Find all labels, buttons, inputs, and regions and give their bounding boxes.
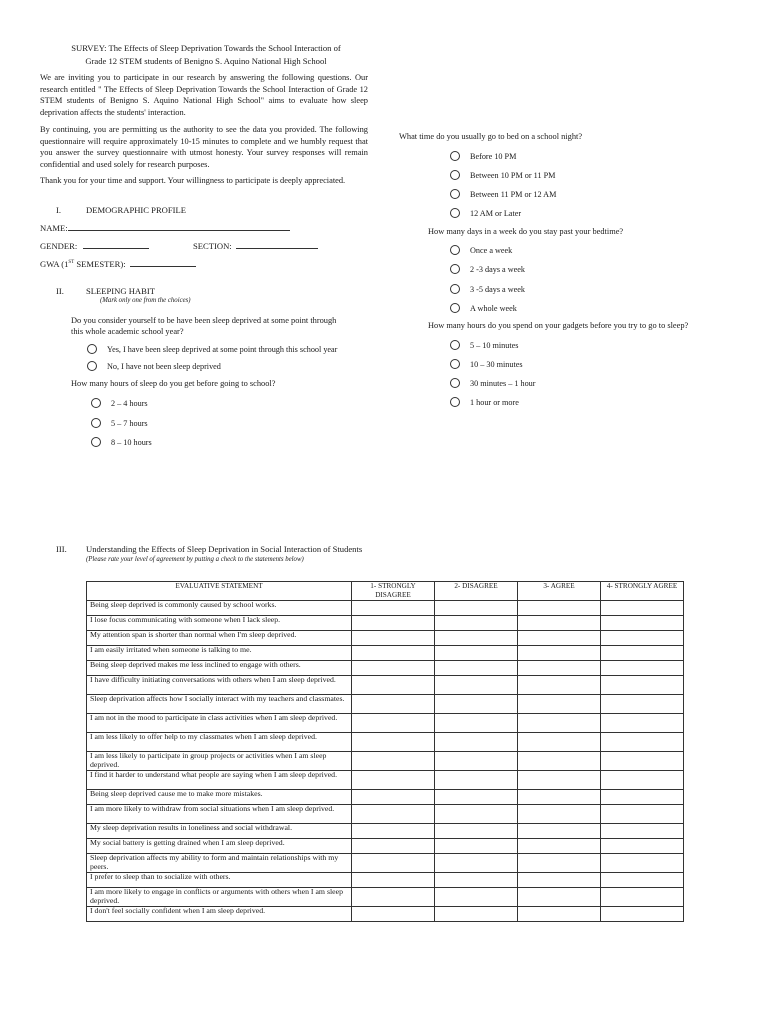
rating-cell-disagree[interactable] <box>435 854 518 873</box>
option-q5-3[interactable]: 30 minutes – 1 hour <box>450 378 536 388</box>
statement-cell: I am more likely to withdraw from social situations when I am sleep deprived. <box>87 805 352 824</box>
radio-button[interactable] <box>450 208 460 218</box>
rating-cell-strongly-disagree[interactable] <box>352 771 435 790</box>
statement-cell: I am more likely to engage in conflicts or arguments with others when I am sleep deprived. <box>87 888 352 907</box>
rating-cell-agree[interactable] <box>518 661 601 676</box>
table-row <box>87 631 684 646</box>
rating-cell-strongly-agree[interactable] <box>601 873 684 888</box>
option-q2-2[interactable]: 5 – 7 hours <box>91 418 148 428</box>
statement-cell: I find it harder to understand what people are saying when I am sleep deprived. <box>87 771 352 790</box>
option-q3-4[interactable]: 12 AM or Later <box>450 208 521 218</box>
header-statement: EVALUATIVE STATEMENT <box>87 582 352 601</box>
section-field[interactable] <box>236 240 318 249</box>
statement-cell: I don't feel socially confident when I am sleep deprived. <box>87 907 352 922</box>
section3-title: Understanding the Effects of Sleep Deprivation in Social Interaction of Students <box>86 544 363 554</box>
intro-paragraph-1: We are inviting you to participate in our research by answering the following questions. Our research entitled " The Effects of Sleep Deprivation Towards the School Interaction of Grade 12 STEM students of Benigno S. Aquino National High School" aims to evaluate how sleep deprivation affects the students' interaction. <box>40 73 368 117</box>
rating-cell-strongly-disagree[interactable] <box>352 714 435 733</box>
question-bedtime: What time do you usually go to bed on a school night? <box>399 132 583 141</box>
question-gadget-time: How many hours do you spend on your gadgets before you try to go to sleep? <box>428 321 689 330</box>
statement-cell: I have difficulty initiating conversations with others when I am sleep deprived. <box>87 676 352 695</box>
section2-numeral: II. <box>56 286 64 296</box>
rating-cell-strongly-agree[interactable] <box>601 601 684 616</box>
rating-cell-strongly-agree[interactable] <box>601 631 684 646</box>
rating-cell-strongly-agree[interactable] <box>601 771 684 790</box>
rating-cell-disagree[interactable] <box>435 805 518 824</box>
rating-cell-disagree[interactable] <box>435 839 518 854</box>
radio-button[interactable] <box>450 151 460 161</box>
radio-button[interactable] <box>450 378 460 388</box>
rating-cell-strongly-agree[interactable] <box>601 646 684 661</box>
radio-button[interactable] <box>450 284 460 294</box>
statement-cell: I prefer to sleep than to socialize with others. <box>87 873 352 888</box>
rating-cell-strongly-agree[interactable] <box>601 824 684 839</box>
option-q2-3[interactable]: 8 – 10 hours <box>91 437 152 447</box>
rating-cell-strongly-disagree[interactable] <box>352 601 435 616</box>
rating-cell-agree[interactable] <box>518 714 601 733</box>
option-q4-2[interactable]: 2 -3 days a week <box>450 264 525 274</box>
rating-cell-strongly-agree[interactable] <box>601 854 684 873</box>
radio-button[interactable] <box>450 189 460 199</box>
table-row <box>87 790 684 805</box>
rating-cell-agree[interactable] <box>518 888 601 907</box>
section2-note: (Mark only one from the choices) <box>100 297 191 304</box>
table-row <box>87 907 684 922</box>
table-row <box>87 824 684 839</box>
table-row <box>87 601 684 616</box>
rating-cell-agree[interactable] <box>518 824 601 839</box>
rating-cell-agree[interactable] <box>518 695 601 714</box>
section3-numeral: III. <box>56 544 67 554</box>
rating-cell-strongly-disagree[interactable] <box>352 805 435 824</box>
gwa-label: GWA (1ST SEMESTER): <box>40 258 126 269</box>
survey-title-line2: Grade 12 STEM students of Benigno S. Aquino National High School <box>85 55 327 66</box>
table-row <box>87 839 684 854</box>
survey-title-line1: SURVEY: The Effects of Sleep Deprivation Towards the School Interaction of <box>71 43 341 53</box>
table-row <box>87 805 684 824</box>
table-header-row <box>87 582 684 601</box>
rating-cell-disagree[interactable] <box>435 907 518 922</box>
rating-cell-disagree[interactable] <box>435 824 518 839</box>
radio-button[interactable] <box>450 303 460 313</box>
name-field[interactable] <box>68 222 290 231</box>
statement-cell: Sleep deprivation affects my ability to form and maintain relationships with my peers. <box>87 854 352 873</box>
rating-cell-strongly-disagree[interactable] <box>352 752 435 771</box>
rating-cell-strongly-disagree[interactable] <box>352 907 435 922</box>
rating-cell-strongly-disagree[interactable] <box>352 733 435 752</box>
option-q2-1[interactable]: 2 – 4 hours <box>91 398 148 408</box>
radio-button[interactable] <box>450 264 460 274</box>
rating-cell-disagree[interactable] <box>435 733 518 752</box>
rating-cell-disagree[interactable] <box>435 695 518 714</box>
table-row <box>87 676 684 695</box>
statement-cell: I am not in the mood to participate in class activities when I am sleep deprived. <box>87 714 352 733</box>
rating-cell-agree[interactable] <box>518 646 601 661</box>
gender-field[interactable] <box>83 240 149 249</box>
option-q1-yes[interactable]: Yes, I have been sleep deprived at some point through this school year <box>87 344 337 354</box>
statement-cell: Being sleep deprived makes me less inclined to engage with others. <box>87 661 352 676</box>
gender-label: GENDER: <box>40 241 78 251</box>
rating-cell-strongly-agree[interactable] <box>601 907 684 922</box>
statement-cell: Being sleep deprived is commonly caused by school works. <box>87 601 352 616</box>
option-q3-1[interactable]: Before 10 PM <box>450 151 516 161</box>
radio-button[interactable] <box>450 359 460 369</box>
rating-cell-strongly-agree[interactable] <box>601 839 684 854</box>
rating-cell-strongly-disagree[interactable] <box>352 661 435 676</box>
rating-cell-strongly-disagree[interactable] <box>352 839 435 854</box>
rating-cell-agree[interactable] <box>518 631 601 646</box>
rating-cell-disagree[interactable] <box>435 631 518 646</box>
table-row <box>87 661 684 676</box>
statement-cell: My attention span is shorter than normal when I'm sleep deprived. <box>87 631 352 646</box>
rating-cell-strongly-agree[interactable] <box>601 752 684 771</box>
option-q5-1[interactable]: 5 – 10 minutes <box>450 340 518 350</box>
question-days-past-bedtime: How many days in a week do you stay past your bedtime? <box>428 227 624 236</box>
section2-title: SLEEPING HABIT <box>86 286 155 296</box>
statement-cell: My sleep deprivation results in loneliness and social withdrawal. <box>87 824 352 839</box>
rating-cell-disagree[interactable] <box>435 790 518 805</box>
rating-cell-agree[interactable] <box>518 771 601 790</box>
rating-cell-agree[interactable] <box>518 676 601 695</box>
statement-cell: I am less likely to participate in group projects or activities when I am sleep deprived. <box>87 752 352 771</box>
rating-cell-strongly-disagree[interactable] <box>352 695 435 714</box>
rating-cell-strongly-agree[interactable] <box>601 888 684 907</box>
statement-cell: My social battery is getting drained when I am sleep deprived. <box>87 839 352 854</box>
rating-cell-strongly-disagree[interactable] <box>352 824 435 839</box>
name-row <box>40 222 290 234</box>
table-row <box>87 695 684 714</box>
statement-cell: Being sleep deprived cause me to make more mistakes. <box>87 790 352 805</box>
rating-cell-agree[interactable] <box>518 805 601 824</box>
statement-cell: I am less likely to offer help to my classmates when I am sleep deprived. <box>87 733 352 752</box>
section-row <box>193 240 318 252</box>
option-q3-2[interactable]: Between 10 PM or 11 PM <box>450 170 555 180</box>
rating-cell-agree[interactable] <box>518 839 601 854</box>
gender-row <box>40 240 149 252</box>
table-row <box>87 714 684 733</box>
rating-cell-strongly-disagree[interactable] <box>352 676 435 695</box>
table-row <box>87 854 684 873</box>
radio-button[interactable] <box>91 418 101 428</box>
rating-cell-disagree[interactable] <box>435 661 518 676</box>
rating-cell-strongly-agree[interactable] <box>601 695 684 714</box>
rating-cell-disagree[interactable] <box>435 616 518 631</box>
rating-cell-strongly-agree[interactable] <box>601 616 684 631</box>
rating-cell-disagree[interactable] <box>435 771 518 790</box>
radio-button[interactable] <box>91 437 101 447</box>
rating-cell-strongly-disagree[interactable] <box>352 790 435 805</box>
option-q1-no[interactable]: No, I have not been sleep deprived <box>87 361 221 371</box>
rating-cell-agree[interactable] <box>518 616 601 631</box>
rating-cell-strongly-agree[interactable] <box>601 790 684 805</box>
gwa-field[interactable] <box>130 258 196 267</box>
option-q5-4[interactable]: 1 hour or more <box>450 397 519 407</box>
table-row <box>87 646 684 661</box>
rating-cell-strongly-disagree[interactable] <box>352 646 435 661</box>
gwa-row <box>40 257 196 270</box>
rating-cell-agree[interactable] <box>518 907 601 922</box>
question-sleep-hours: How many hours of sleep do you get before going to school? <box>71 379 276 388</box>
table-row <box>87 771 684 790</box>
radio-button[interactable] <box>91 398 101 408</box>
rating-cell-strongly-disagree[interactable] <box>352 631 435 646</box>
rating-cell-agree[interactable] <box>518 733 601 752</box>
header-disagree: 2- DISAGREE <box>435 582 518 601</box>
rating-cell-strongly-disagree[interactable] <box>352 854 435 873</box>
table-row <box>87 733 684 752</box>
header-agree: 3- AGREE <box>518 582 601 601</box>
rating-cell-strongly-agree[interactable] <box>601 714 684 733</box>
rating-cell-agree[interactable] <box>518 752 601 771</box>
option-q5-2[interactable]: 10 – 30 minutes <box>450 359 523 369</box>
rating-cell-disagree[interactable] <box>435 888 518 907</box>
radio-button[interactable] <box>450 397 460 407</box>
rating-cell-agree[interactable] <box>518 873 601 888</box>
rating-cell-disagree[interactable] <box>435 714 518 733</box>
section3-note: (Please rate your level of agreement by putting a check to the statements below) <box>86 556 304 563</box>
header-strongly-agree: 4- STRONGLY AGREE <box>601 582 684 601</box>
section-label: SECTION: <box>193 241 232 251</box>
radio-button[interactable] <box>450 245 460 255</box>
statement-cell: Sleep deprivation affects how I socially interact with my teachers and classmates. <box>87 695 352 714</box>
rating-cell-strongly-agree[interactable] <box>601 676 684 695</box>
rating-cell-strongly-disagree[interactable] <box>352 888 435 907</box>
name-label: NAME: <box>40 223 68 233</box>
section1-title: DEMOGRAPHIC PROFILE <box>86 205 187 215</box>
rating-cell-disagree[interactable] <box>435 601 518 616</box>
table-row <box>87 888 684 907</box>
rating-cell-strongly-agree[interactable] <box>601 661 684 676</box>
rating-cell-strongly-disagree[interactable] <box>352 616 435 631</box>
statement-cell: I am easily irritated when someone is talking to me. <box>87 646 352 661</box>
option-q3-3[interactable]: Between 11 PM or 12 AM <box>450 189 556 199</box>
option-q4-4[interactable]: A whole week <box>450 303 517 313</box>
rating-cell-disagree[interactable] <box>435 676 518 695</box>
rating-cell-disagree[interactable] <box>435 646 518 661</box>
option-q4-1[interactable]: Once a week <box>450 245 512 255</box>
rating-cell-agree[interactable] <box>518 790 601 805</box>
intro-paragraph-2: By continuing, you are permitting us the authority to see the data you provided. The following questionnaire will require approximately 10-15 minutes to complete and we humbly request that you answer the survey questionnaire with utmost honesty. Your survey responses will remain confidential and used solely for research purposes. <box>40 125 368 169</box>
rating-cell-disagree[interactable] <box>435 752 518 771</box>
radio-button[interactable] <box>450 340 460 350</box>
rating-cell-disagree[interactable] <box>435 873 518 888</box>
option-q4-3[interactable]: 3 -5 days a week <box>450 284 525 294</box>
header-strongly-disagree: 1- STRONGLY DISAGREE <box>352 582 435 601</box>
radio-button[interactable] <box>87 344 97 354</box>
rating-cell-strongly-agree[interactable] <box>601 805 684 824</box>
table-row <box>87 616 684 631</box>
rating-cell-strongly-disagree[interactable] <box>352 873 435 888</box>
survey-title <box>40 42 372 67</box>
rating-cell-agree[interactable] <box>518 601 601 616</box>
statement-cell: I lose focus communicating with someone when I lack sleep. <box>87 616 352 631</box>
radio-button[interactable] <box>87 361 97 371</box>
evaluation-table <box>86 581 684 922</box>
rating-cell-strongly-agree[interactable] <box>601 733 684 752</box>
rating-cell-agree[interactable] <box>518 854 601 873</box>
radio-button[interactable] <box>450 170 460 180</box>
table-body <box>87 601 684 922</box>
table-row <box>87 752 684 771</box>
table-row <box>87 873 684 888</box>
intro-paragraph-3: Thank you for your time and support. Your willingness to participate is deeply appreciated. <box>40 176 346 185</box>
section1-numeral: I. <box>56 205 62 215</box>
question-sleep-deprived: Do you consider yourself to be have been sleep deprived at some point through this whole academic school year? <box>71 316 337 336</box>
